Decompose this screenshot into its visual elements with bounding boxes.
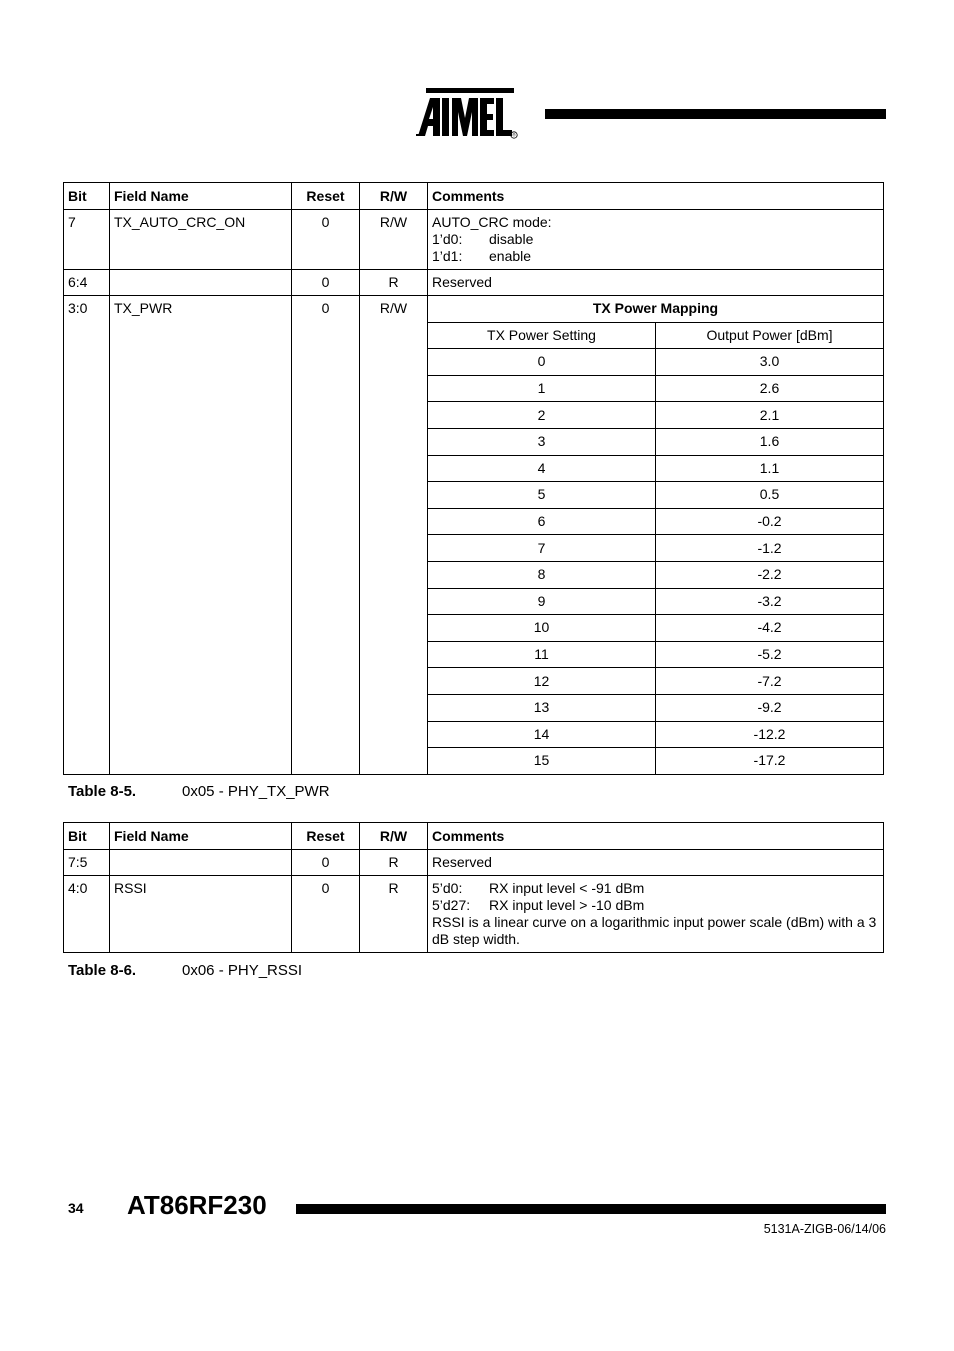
mapping-row <box>428 349 883 376</box>
mapping-row <box>428 721 883 748</box>
mapping-power: 2.1 <box>656 402 884 429</box>
col-rw: R/W <box>360 823 428 850</box>
mapping-row <box>428 641 883 668</box>
cell-rw: R <box>360 876 428 953</box>
mapping-power: -7.2 <box>656 668 884 695</box>
cell-field: RSSI <box>110 876 292 953</box>
col-comments: Comments <box>428 823 884 850</box>
mapping-setting: 9 <box>428 588 656 615</box>
col-reset: Reset <box>292 823 360 850</box>
mapping-setting: 10 <box>428 615 656 642</box>
mapping-header-power: Output Power [dBm] <box>656 322 884 349</box>
caption-number: Table 8-6. <box>68 962 137 979</box>
product-name: AT86RF230 <box>127 1190 267 1220</box>
register-table-phy-rssi <box>63 822 884 953</box>
mapping-setting: 8 <box>428 561 656 588</box>
mapping-setting: 15 <box>428 748 656 774</box>
mapping-power: -5.2 <box>656 641 884 668</box>
mapping-setting: 3 <box>428 428 656 455</box>
mapping-setting: 13 <box>428 694 656 721</box>
mapping-row <box>428 588 883 615</box>
cell-field <box>110 270 292 296</box>
col-bit: Bit <box>64 823 110 850</box>
caption-title: 0x06 - PHY_RSSI <box>182 962 303 979</box>
cell-bit: 7:5 <box>64 850 110 876</box>
table-row <box>64 876 884 953</box>
col-field-name: Field Name <box>110 823 292 850</box>
cell-bit: 6:4 <box>64 270 110 296</box>
caption-number: Table 8-5. <box>68 783 137 800</box>
mapping-row <box>428 482 883 509</box>
comment-note: RSSI is a linear curve on a logarithmic input power scale (dBm) with a 3 dB step width. <box>432 914 877 947</box>
mapping-power: -2.2 <box>656 561 884 588</box>
mapping-row <box>428 535 883 562</box>
mapping-row <box>428 508 883 535</box>
comment-line: 1’d1: enable <box>432 248 532 264</box>
table-caption <box>68 962 302 979</box>
mapping-power: -0.2 <box>656 508 884 535</box>
mapping-power: -12.2 <box>656 721 884 748</box>
cell-reset: 0 <box>292 210 360 270</box>
page-number: 34 <box>68 1200 84 1216</box>
mapping-power: 2.6 <box>656 375 884 402</box>
mapping-setting: 7 <box>428 535 656 562</box>
mapping-setting: 5 <box>428 482 656 509</box>
cell-reset: 0 <box>292 876 360 953</box>
table-row <box>64 850 884 876</box>
cell-field: TX_AUTO_CRC_ON <box>110 210 292 270</box>
cell-comment <box>428 876 884 953</box>
cell-rw: R/W <box>360 210 428 270</box>
mapping-row <box>428 748 883 774</box>
cell-comment <box>428 210 884 270</box>
cell-field <box>110 850 292 876</box>
table-header-row <box>64 823 884 850</box>
cell-field: TX_PWR <box>110 296 292 775</box>
mapping-power: -4.2 <box>656 615 884 642</box>
col-reset: Reset <box>292 183 360 210</box>
mapping-power: 3.0 <box>656 349 884 376</box>
mapping-power: 1.6 <box>656 428 884 455</box>
table-header-row <box>64 183 884 210</box>
mapping-row <box>428 694 883 721</box>
atmel-logo <box>416 88 518 140</box>
tx-power-mapping-table <box>428 296 883 774</box>
cell-rw: R/W <box>360 296 428 775</box>
cell-reset: 0 <box>292 850 360 876</box>
table-row <box>64 210 884 270</box>
mapping-row <box>428 615 883 642</box>
mapping-setting: 4 <box>428 455 656 482</box>
mapping-title: TX Power Mapping <box>428 296 883 322</box>
cell-bit: 4:0 <box>64 876 110 953</box>
cell-rw: R <box>360 850 428 876</box>
cell-reset: 0 <box>292 296 360 775</box>
mapping-row <box>428 561 883 588</box>
mapping-row <box>428 375 883 402</box>
mapping-row <box>428 455 883 482</box>
cell-comment <box>428 296 884 775</box>
cell-comment: Reserved <box>428 850 884 876</box>
cell-reset: 0 <box>292 270 360 296</box>
mapping-power: -9.2 <box>656 694 884 721</box>
caption-title: 0x05 - PHY_TX_PWR <box>182 783 330 800</box>
mapping-setting: 12 <box>428 668 656 695</box>
mapping-power: 1.1 <box>656 455 884 482</box>
register-table-phy-tx-pwr <box>63 182 884 775</box>
footer-rule <box>296 1204 886 1214</box>
comment-line: 5’d27: RX input level > -10 dBm <box>432 897 645 913</box>
mapping-row <box>428 428 883 455</box>
col-rw: R/W <box>360 183 428 210</box>
svg-text:®: ® <box>512 132 516 138</box>
mapping-row <box>428 668 883 695</box>
mapping-header-setting: TX Power Setting <box>428 322 656 349</box>
comment-title: AUTO_CRC mode: <box>432 214 552 230</box>
mapping-setting: 14 <box>428 721 656 748</box>
col-comments: Comments <box>428 183 884 210</box>
mapping-setting: 6 <box>428 508 656 535</box>
mapping-setting: 11 <box>428 641 656 668</box>
mapping-power: -1.2 <box>656 535 884 562</box>
cell-bit: 3:0 <box>64 296 110 775</box>
document-reference: 5131A-ZIGB-06/14/06 <box>763 1222 886 1236</box>
table-row <box>64 296 884 775</box>
cell-comment: Reserved <box>428 270 884 296</box>
mapping-power: -3.2 <box>656 588 884 615</box>
comment-line: 5’d0: RX input level < -91 dBm <box>432 880 645 896</box>
mapping-setting: 2 <box>428 402 656 429</box>
mapping-setting: 0 <box>428 349 656 376</box>
mapping-power: -17.2 <box>656 748 884 774</box>
table-caption <box>68 783 330 800</box>
cell-bit: 7 <box>64 210 110 270</box>
col-bit: Bit <box>64 183 110 210</box>
col-field-name: Field Name <box>110 183 292 210</box>
mapping-row <box>428 402 883 429</box>
mapping-power: 0.5 <box>656 482 884 509</box>
header-rule <box>545 109 886 119</box>
comment-line: 1’d0: disable <box>432 231 534 247</box>
table-row <box>64 270 884 296</box>
cell-rw: R <box>360 270 428 296</box>
mapping-setting: 1 <box>428 375 656 402</box>
